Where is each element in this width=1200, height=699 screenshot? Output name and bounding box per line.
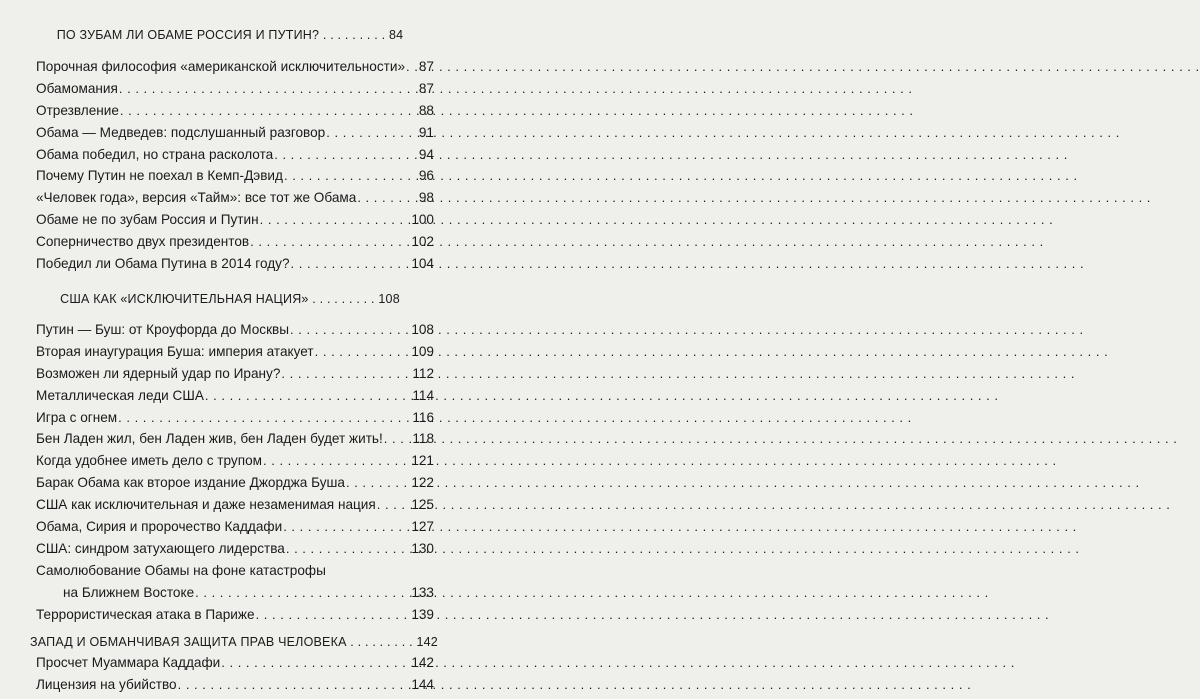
- toc-entry[interactable]: [36, 256, 434, 278]
- section-title: [30, 292, 430, 306]
- toc-entry[interactable]: [36, 59, 434, 81]
- entry-title: Металлическая леди США: [36, 387, 204, 403]
- section-page-number: 142: [416, 635, 438, 649]
- dot-leader: [256, 607, 411, 622]
- dot-leader: [346, 475, 410, 490]
- dot-leader: [281, 366, 411, 381]
- entry-title: Победил ли Обама Путина в 2014 году?: [36, 256, 290, 272]
- entry-page-number: 127: [411, 519, 434, 535]
- dot-leader: [357, 190, 418, 205]
- entry-title: Просчет Муаммара Каддафи: [36, 655, 221, 670]
- section-dots: . . . . . . . . .: [322, 28, 386, 42]
- entry-page-number: 104: [411, 256, 434, 272]
- table-of-contents-page: [0, 0, 445, 698]
- section-heading-text: ЗАПАД И ОБМАНЧИВАЯ ЗАЩИТА ПРАВ ЧЕЛОВЕКА: [30, 635, 347, 649]
- section-heading-text: ПО ЗУБАМ ЛИ ОБАМЕ РОССИЯ И ПУТИН?: [56, 28, 320, 42]
- section-title: [30, 635, 438, 649]
- toc-entry[interactable]: [36, 168, 434, 190]
- entry-title: Барак Обама как второе издание Джорджа Буша: [36, 475, 345, 491]
- entry-page-number: 94: [418, 146, 434, 162]
- section-title: [30, 28, 430, 42]
- entry-title: Возможен ли ядерный удар по Ирану?: [36, 365, 281, 381]
- toc-entry-multiline-second[interactable]: [36, 585, 434, 607]
- dot-leader: [274, 147, 418, 162]
- dot-leader: [283, 519, 410, 534]
- entry-title: Обамомания: [36, 80, 118, 96]
- toc-entry[interactable]: [36, 103, 434, 125]
- entry-page-number: 102: [411, 234, 434, 250]
- dot-leader: [250, 234, 410, 249]
- entry-title: «Человек года», версия «Тайм»: все тот же Обама: [36, 190, 357, 206]
- toc-list: [36, 655, 434, 699]
- entry-title: США: синдром затухающего лидерства: [36, 540, 285, 556]
- entry-page-number: 98: [418, 190, 434, 206]
- entry-title-continued: на Ближнем Востоке: [63, 584, 195, 600]
- dot-leader: [260, 212, 411, 227]
- entry-page-number: 118: [412, 431, 434, 447]
- entry-title: Террористическая атака в Париже: [36, 606, 255, 622]
- dot-leader: [377, 497, 411, 512]
- dot-leader: [406, 59, 418, 74]
- entry-title: Обама, Сирия и пророчество Каддафи: [36, 519, 283, 535]
- toc-entry[interactable]: [36, 366, 434, 388]
- dot-leader: [195, 585, 410, 600]
- entry-page-number: 139: [411, 606, 434, 622]
- toc-entry[interactable]: [36, 81, 434, 103]
- entry-title: Игра с огнем: [36, 409, 118, 425]
- section-page-number: 84: [388, 28, 404, 42]
- entry-page-number: 87: [418, 59, 434, 74]
- entry-page-number: 122: [411, 475, 434, 491]
- dot-leader: [284, 168, 418, 183]
- entry-page-number: 108: [411, 322, 434, 337]
- section-dots: . . . . . . . . .: [312, 292, 375, 306]
- entry-page-number: 133: [411, 584, 434, 600]
- toc-entry[interactable]: [36, 541, 434, 563]
- toc-entry[interactable]: [36, 410, 434, 432]
- toc-entry[interactable]: [36, 212, 434, 234]
- toc-entry[interactable]: [36, 388, 434, 410]
- section-heading-text: США КАК «ИСКЛЮЧИТЕЛЬНАЯ НАЦИЯ»: [60, 292, 309, 306]
- toc-entry[interactable]: [36, 234, 434, 256]
- section-page-number: 108: [378, 292, 400, 306]
- toc-entry[interactable]: [36, 322, 434, 344]
- entry-title: Соперничество двух президентов: [36, 234, 250, 250]
- entry-page-number: 96: [418, 168, 434, 184]
- dot-leader: [205, 388, 411, 403]
- toc-list: [36, 59, 434, 278]
- toc-entry[interactable]: [36, 125, 434, 147]
- entry-title: Самолюбование Обамы на фоне катастрофы: [36, 562, 326, 578]
- entry-page-number: 121: [411, 453, 434, 469]
- dot-leader: [178, 677, 411, 692]
- dot-leader: [315, 344, 411, 359]
- entry-title: США как исключительная и даже незаменимая нация: [36, 497, 376, 513]
- entry-page-number: 116: [412, 409, 434, 425]
- entry-title: Бен Ладен жил, бен Ладен жив, бен Ладен будет жить!: [36, 431, 383, 447]
- entry-title: Отрезвление: [36, 102, 119, 118]
- toc-entry[interactable]: [36, 655, 434, 677]
- dot-leader: [326, 125, 418, 140]
- entry-title: Когда удобнее иметь дело с трупом: [36, 453, 262, 469]
- entry-title: Лицензия на убийство: [36, 676, 177, 692]
- section-dots: . . . . . . . . .: [350, 635, 413, 649]
- toc-entry[interactable]: [36, 497, 434, 519]
- dot-leader: [119, 81, 418, 96]
- dot-leader: [384, 431, 412, 446]
- toc-entry-multiline-first[interactable]: [36, 563, 434, 585]
- entry-page-number: 142: [411, 655, 434, 670]
- entry-page-number: 91: [418, 124, 434, 140]
- entry-page-number: 130: [411, 540, 434, 556]
- dot-leader: [118, 410, 411, 425]
- toc-entry[interactable]: [36, 190, 434, 212]
- toc-entry[interactable]: [36, 677, 434, 699]
- dot-leader: [221, 655, 410, 670]
- dot-leader: [286, 541, 410, 556]
- toc-entry[interactable]: [36, 453, 434, 475]
- dot-leader: [120, 103, 418, 118]
- dot-leader: [263, 453, 410, 468]
- entry-page-number: 100: [411, 212, 434, 228]
- toc-entry[interactable]: [36, 475, 434, 497]
- toc-entry[interactable]: [36, 344, 434, 366]
- dot-leader: [290, 322, 410, 337]
- entry-page-number: 125: [411, 497, 434, 513]
- toc-entry[interactable]: [36, 431, 434, 453]
- entry-title: Почему Путин не поехал в Кемп-Дэвид: [36, 168, 283, 184]
- toc-entry[interactable]: [36, 607, 434, 629]
- entry-page-number: 114: [412, 387, 434, 403]
- entry-page-number: 144: [411, 676, 434, 692]
- entry-page-number: 109: [411, 343, 434, 359]
- entry-page-number: 87: [418, 80, 434, 96]
- toc-list: [36, 322, 434, 628]
- toc-entry[interactable]: [36, 147, 434, 169]
- entry-page-number: 112: [412, 365, 434, 381]
- dot-leader: [291, 256, 411, 271]
- entry-title: Путин — Буш: от Кроуфорда до Москвы: [36, 322, 290, 337]
- entry-title: Обама — Медведев: подслушанный разговор: [36, 124, 326, 140]
- toc-entry[interactable]: [36, 519, 434, 541]
- entry-title: Обама победил, но страна расколота: [36, 146, 274, 162]
- entry-page-number: 88: [418, 102, 434, 118]
- entry-title: Порочная философия «американской исключительности»: [36, 59, 406, 74]
- entry-title: Вторая инаугурация Буша: империя атакует: [36, 343, 314, 359]
- entry-title: Обаме не по зубам Россия и Путин: [36, 212, 259, 228]
